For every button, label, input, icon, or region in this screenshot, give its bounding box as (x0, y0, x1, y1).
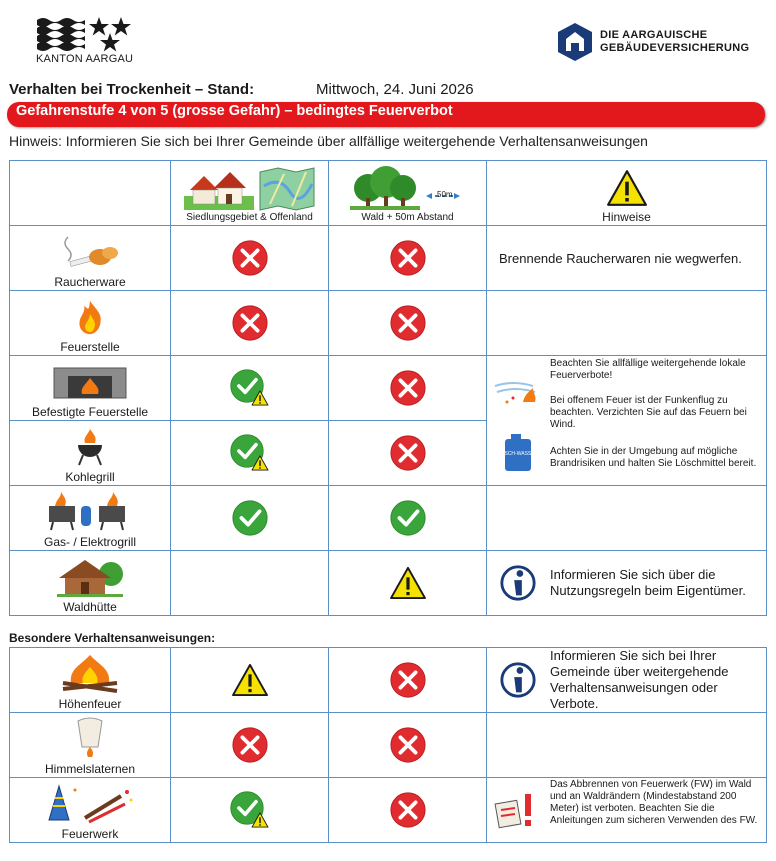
forest-status-cell (329, 356, 487, 421)
cigarette-icon (60, 233, 120, 273)
table-row (10, 226, 767, 291)
note-cell (487, 713, 767, 778)
forest-column-label: Wald + 50m Abstand (361, 212, 454, 223)
forest-status-cell (329, 713, 487, 778)
bonfire-icon (55, 653, 125, 695)
forest-status-cell (329, 486, 487, 551)
charcoal-grill-icon (73, 427, 107, 467)
forest-column-header (329, 161, 487, 226)
forbidden-icon (389, 791, 427, 829)
settlement-status-cell (171, 648, 329, 713)
notes-column-label: Hinweise (602, 210, 651, 224)
row-note: Das Abbrennen von Feuerwerk (FW) im Wald und an Waldrändern (Mindestabstand 200 Meter) ist verboten. Beachten Sie die Anleitungen zum sicheren Verwenden des FW. (550, 779, 758, 826)
allowed-with-caution-icon (229, 368, 271, 408)
table-row (10, 486, 767, 551)
row-label-cell (10, 421, 171, 486)
settlement-status-cell (171, 291, 329, 356)
status-date: Mittwoch, 24. Juni 2026 (316, 81, 474, 98)
hint-text: Hinweis: Informieren Sie sich bei Ihrer Gemeinde über allfällige weitergehende Verhaltensanweisungen (9, 133, 648, 149)
fire-note-3: Achten Sie in der Umgebung auf mögliche Brandrisiken und halten Sie Löschmittel bereit. (550, 446, 757, 469)
row-label: Feuerwerk (61, 827, 119, 841)
settlement-status-cell (171, 356, 329, 421)
row-label-cell (10, 356, 171, 421)
table-row (10, 356, 767, 421)
forest-status-cell (329, 291, 487, 356)
extinguishing-water-icon (497, 433, 539, 473)
row-label: Kohlegrill (65, 470, 115, 484)
fireplace-icon (50, 362, 130, 402)
forest-hut-icon (55, 556, 125, 598)
canton-label: KANTON AARGAU (36, 53, 134, 65)
gas-electric-grill-icon (45, 492, 135, 532)
fireworks-icon (45, 782, 135, 826)
special-rules-table (9, 647, 767, 843)
forbidden-icon (389, 369, 427, 407)
forbidden-icon (389, 434, 427, 472)
forest-status-cell (329, 421, 487, 486)
info-icon (499, 564, 537, 602)
row-label: Feuerstelle (60, 340, 120, 354)
note-cell (487, 648, 767, 713)
row-label: Gas- / Elektrogrill (43, 535, 137, 549)
forbidden-icon (231, 239, 269, 277)
row-label-cell (10, 226, 171, 291)
row-note: Informieren Sie sich über die Nutzungsregeln beim Eigentümer. (550, 567, 746, 598)
caution-icon (231, 663, 269, 697)
forest-status-cell (329, 648, 487, 713)
row-label-cell (10, 486, 171, 551)
forest-status-cell (329, 778, 487, 843)
row-label: Himmelslaternen (44, 762, 136, 776)
extinguisher-label: LÖSCH-WASSER (497, 451, 539, 457)
forbidden-icon (389, 239, 427, 277)
fire-note-2: Bei offenem Feuer ist der Funkenflug zu beachten. Verzichten Sie auf das Feuern bei Wind. (550, 395, 747, 430)
table-row (10, 713, 767, 778)
table-row (10, 291, 767, 356)
caution-icon (389, 566, 427, 600)
row-label-cell (10, 291, 171, 356)
settlement-status-cell (171, 486, 329, 551)
danger-level-text: Gefahrenstufe 4 von 5 (grosse Gefahr) – bedingtes Feuerverbot (16, 103, 453, 119)
forest-status-cell (329, 226, 487, 291)
campfire-icon (65, 298, 115, 336)
fire-notes-cell (487, 356, 767, 486)
settlement-map-icon (180, 166, 320, 212)
special-heading: Besondere Verhaltensanweisungen: (9, 631, 216, 645)
page-title: Verhalten bei Trockenheit – Stand: (9, 81, 255, 98)
settlement-status-cell (171, 713, 329, 778)
fire-note-1: Beachten Sie allfällige weitergehende lokale Feuerverbote! (550, 358, 746, 381)
allowed-icon (231, 499, 269, 537)
forbidden-icon (231, 726, 269, 764)
forbidden-icon (389, 726, 427, 764)
insurer-line-2: GEBÄUDEVERSICHERUNG (600, 42, 750, 54)
forbidden-icon (389, 661, 427, 699)
forest-status-cell (329, 551, 487, 616)
notes-column-header (487, 161, 767, 226)
row-label-cell (10, 778, 171, 843)
forbidden-icon (389, 304, 427, 342)
row-note: Informieren Sie sich bei Ihrer Gemeinde über weitergehende Verhaltensanweisungen oder Verbote. (550, 648, 729, 711)
settlement-column-label: Siedlungsgebiet & Offenland (186, 212, 313, 223)
table-row (10, 648, 767, 713)
table-row (10, 778, 767, 843)
insurer-line-1: DIE AARGAUISCHE (600, 29, 708, 41)
note-cell (487, 778, 767, 843)
row-label: Befestigte Feuerstelle (31, 405, 149, 419)
info-icon (499, 661, 537, 699)
row-label: Höhenfeuer (58, 697, 122, 711)
rules-table (9, 160, 767, 616)
note-cell (487, 486, 767, 551)
forest-icon (348, 166, 468, 212)
note-cell (487, 226, 767, 291)
allowed-icon (389, 499, 427, 537)
insurer-name (600, 29, 749, 55)
warning-icon (606, 169, 648, 207)
settlement-status-cell (171, 551, 329, 616)
row-label-cell (10, 551, 171, 616)
table-row (10, 551, 767, 616)
note-cell (487, 291, 767, 356)
row-label-cell (10, 713, 171, 778)
row-label-cell (10, 648, 171, 713)
forbidden-icon (231, 304, 269, 342)
sky-lantern-icon (70, 717, 110, 761)
settlement-status-cell (171, 226, 329, 291)
row-label: Waldhütte (63, 600, 117, 614)
allowed-with-caution-icon (229, 433, 271, 473)
table-header-row (10, 161, 767, 226)
row-note: Brennende Raucherwaren nie wegwerfen. (499, 250, 742, 266)
settlement-column-header (171, 161, 329, 226)
note-cell (487, 551, 767, 616)
insurer-logo (556, 22, 594, 62)
settlement-status-cell (171, 778, 329, 843)
allowed-with-caution-icon (229, 790, 271, 830)
row-label: Raucherware (54, 275, 126, 289)
wind-sparks-icon (493, 378, 547, 406)
settlement-status-cell (171, 421, 329, 486)
empty-header-cell (10, 161, 171, 226)
distance-label: 50m (437, 190, 453, 199)
fireworks-warning-icon (493, 790, 539, 830)
